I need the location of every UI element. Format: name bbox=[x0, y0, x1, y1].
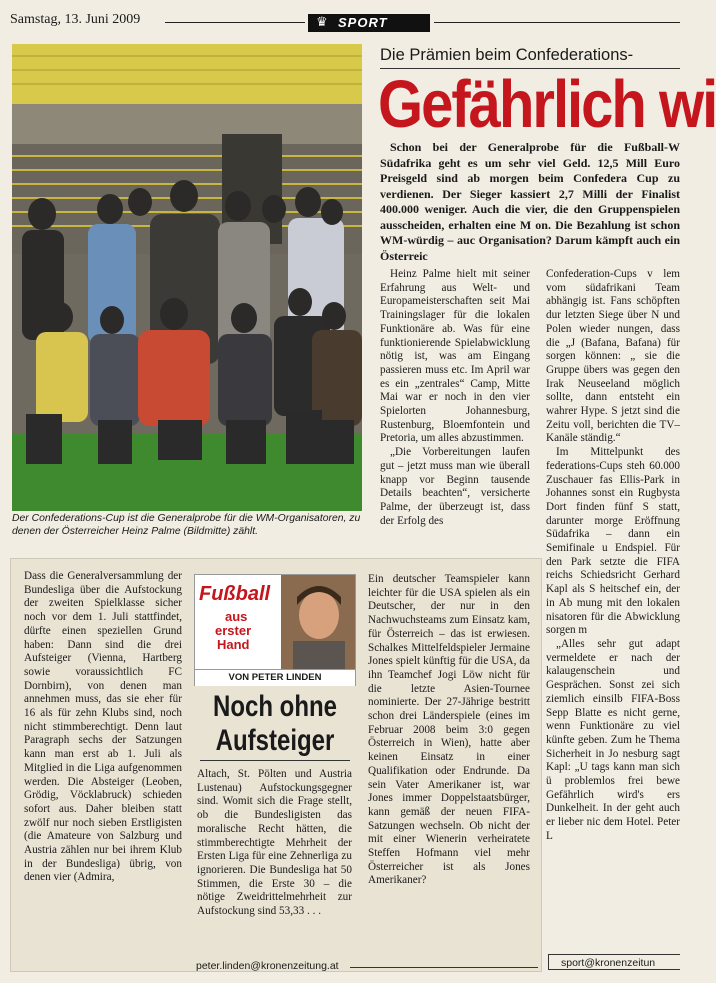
headline-rule bbox=[200, 760, 350, 761]
crown-icon: ♛ bbox=[316, 14, 328, 29]
article-email[interactable]: sport@kronenzeitun bbox=[548, 954, 680, 970]
paragraph: Altach, St. Pölten und Austria Lustenau) Aufstockungsgegner sind. Womit sich die Frage stellt, ob die Bundesligisten das moralische Recht hätten, die stimmberechtigte Mehrheit der Ersten Liga für eine Zehnerliga zu ignorieren. Die Bundesliga hat 50 Stimmen, die Erste 30 – die nötige Zweidrittelmehrheit zur Aufstockung sind 53,33 . . . bbox=[197, 768, 352, 918]
page-header bbox=[0, 0, 680, 36]
logo-line-3: erster bbox=[215, 623, 252, 638]
header-date: Samstag, 13. Juni 2009 bbox=[10, 12, 141, 27]
column-headline-line-2: Aufsteiger bbox=[215, 724, 335, 757]
paragraph: „Alles sehr gut adapt vermeldete er nach der kalaugenschein und Gesprächen. Sonst zei sich ziemlich einsilb FIFA-Boss Sepp Blatte es nicht gerne, wenn Funktionäre zu viel künfte geben. Zum he Thema Sicherheit in Jo nesburg sagt Kapl: „U tags kann man sich ü problemlos frei bewe Gefährlich wird's ers Dunkelheit. In der geht auch er lieber nic dem Hotel. Peter L bbox=[546, 637, 680, 842]
column-logo bbox=[194, 574, 356, 686]
logo-line-1: Fußball bbox=[199, 583, 271, 605]
column-headline bbox=[190, 690, 360, 758]
column-email[interactable]: peter.linden@kronenzeitung.at bbox=[196, 960, 339, 972]
column-byline: VON PETER LINDEN bbox=[195, 669, 355, 686]
email-rule bbox=[350, 967, 538, 968]
column-headline-line-1: Noch ohne bbox=[213, 690, 337, 723]
section-badge bbox=[308, 14, 430, 32]
team-photo-illustration bbox=[12, 44, 362, 511]
logo-line-2: aus bbox=[225, 609, 248, 624]
team-photo bbox=[12, 44, 376, 511]
paragraph: Im Mittelpunkt des federations-Cups steh 60.000 Zuschauer fas Ellis-Park in Johannes sonst ein Rugbysta Dort finden fünf S statt, darunter morge Eröffnung Südafrika – dann ein Semifinale u Endspiel. Für den Park setzte die FIFA reichs Schiedsricht Gerhard Kapl als S heitschef ein, der in Ab mung mit den lokalen nisatoren für die Abwicklung sorgen m bbox=[546, 446, 680, 637]
section-label: SPORT bbox=[338, 15, 388, 30]
box-middle-column bbox=[197, 768, 352, 958]
article-column-1 bbox=[380, 268, 530, 548]
paragraph: Heinz Palme hielt mit seiner Erfahrung aus Welt- und Europameisterschaften seit Mai Trainingslager für die lokalen Funktionäre ab. Was für eine funktionierende Spielabwicklung nötig ist, was am Eingang passieren muss etc. Im April war es ein „zentrales“ Camp, Mitte Mai war er noch in den vier Spielorten Johannesburg, Rustenburg, Bloemfontein und Pretoria, um alles abzustimmen. bbox=[380, 268, 530, 445]
header-rule-right bbox=[434, 22, 680, 23]
box-left-column bbox=[24, 570, 182, 955]
header-rule-left bbox=[165, 22, 305, 23]
box-right-column bbox=[368, 573, 530, 958]
logo-line-4: Hand bbox=[217, 637, 250, 652]
paragraph: Dass die Generalversammlung der Bundesliga über die Aufstockung der zweiten Spielklasse sicher noch vor dem 1. Juli stattfindet, dürfte einen speziellen Grund haben: Dann sind die drei Aufsteiger (Vienna, Hartberg sowie voraussichtlich FC Dornbirn), von denen man annehmen muss, das sie eher für 16 als für zehn Klubs sind, noch nicht stimmberechtigt. Denn laut Paragraph sechs der Satzungen kann man erst ab 1. Juli als Mitglied in die Liga aufgenommen werden. Die Absteiger (Leoben, Grödig, Vöcklabruck) schieden sofort aus. Daher bleiben statt zwölf nur noch sieben Erstligisten (die Amateure von Salzburg und Austria zählen nur bei ihrem Klub in der Bundesliga) übrig, von denen vier (Admira, bbox=[24, 570, 182, 884]
author-portrait-icon bbox=[281, 575, 355, 669]
photo-credit: Foto: Privat bbox=[362, 488, 376, 506]
paragraph: „Die Vorbereitungen laufen gut – jetzt muss man wie überall knapp vor Beginn tausende Details beachten“, versicherte Palme, der überzeugt ist, dass der Erfolg des bbox=[380, 446, 530, 527]
paragraph: Ein deutscher Teamspieler kann leichter für die USA spielen als ein Deutscher, der nur in den Nachwuchsteams zum Einsatz kam, für Österreich – das ist erwiesen. Schalkes Mittelfeldspieler Jermaine Jones spielt künftig für die USA, da ihn Teamchef Jogi Löw nicht für die letzte Asien-Tournee nominierte. Der 27-Jährige bestritt schon drei Länderspiele (eines im Februar 2008 beim 3:0 gegen Österreich in Wien), hatte aber keinen Einsatz in einer Qualifikation oder Endrunde. Da sein Vater Amerikaner ist, war Jones immer Doppelstaatsbürger, kann gemäß der neuen FIFA-Satzungen wechseln. Ob nicht der mit einer Wienerin verheiratete Steffen Hofmann viel mehr Österreicher ist als Jones Amerikaner? bbox=[368, 573, 530, 887]
paragraph: Confederation-Cups v lem vom südafrikani Team abhängig ist. Fans schöpften dur letzten Siege über N und Polen wieder nungen, dass die „J (Bafana, Bafana) für sorgen können: „ sie die Gruppe übers was gegen den Irak Neuseeland möglich sollte, dann entsteht ein wahrer Hype. S jetzt sind die Zeitu voll, berichten die TV–Kanäle ständig.“ bbox=[546, 268, 680, 445]
article-lead: Schon bei der Generalprobe für die Fußball-W Südafrika geht es um sehr viel Geld. 12,5 Mill Euro Preisgeld sind ab morgen beim Confedera Cup zu verdienen. Der Sieger kassiert 2,7 Milli der Finalist 400.000 weniger. Auch die vier, die den Gruppenspielen ausscheiden, erhalten eine M on. Die Bezahlung ist schon WM-würdig – auc Organisation? Darum kämpft auch ein Österreic bbox=[380, 140, 680, 263]
photo-caption: Der Confederations-Cup ist die Generalprobe für die WM-Organisatoren, zu denen der Österreicher Heinz Palme (Bildmitte) zählt. bbox=[12, 513, 361, 537]
article-headline: Gefährlich wi bbox=[378, 67, 716, 142]
article-column-2 bbox=[546, 268, 680, 958]
article-kicker: Die Prämien beim Confederations- bbox=[380, 46, 634, 64]
